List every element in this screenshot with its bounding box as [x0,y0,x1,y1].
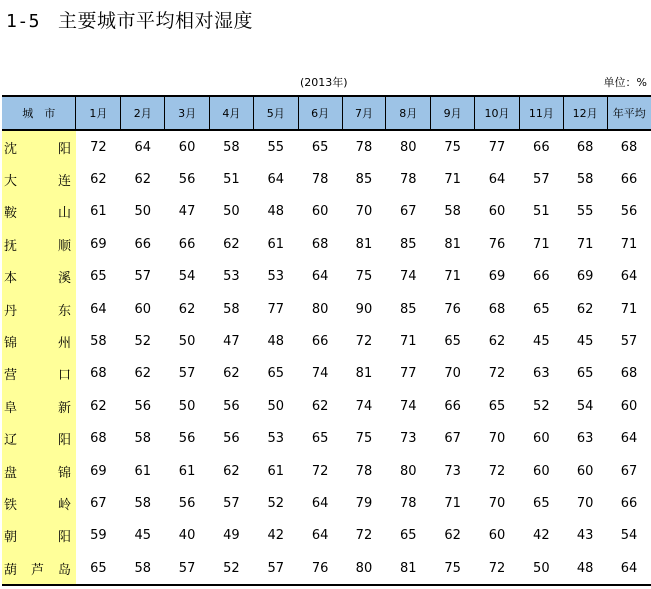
humidity-value: 81 [355,236,373,252]
humidity-value: 58 [223,301,240,317]
humidity-value: 76 [298,552,342,585]
humidity-value: 54 [178,269,196,285]
humidity-value: 69 [488,269,506,285]
humidity-value: 73 [444,463,461,479]
humidity-value: 69 [576,269,594,285]
year-note: (2013年) [300,76,348,89]
humidity-value: 70 [576,495,594,511]
humidity-value: 62 [311,398,329,414]
humidity-value: 77 [400,366,417,382]
humidity-value: 78 [355,139,373,155]
humidity-value: 70 [444,366,461,382]
humidity-value: 43 [576,528,594,544]
humidity-value: 53 [223,269,240,285]
table-row [2,358,651,390]
humidity-value: 64 [620,431,638,447]
humidity-value: 66 [134,236,151,252]
humidity-value: 45 [576,334,594,350]
humidity-value: 54 [576,398,594,414]
humidity-value: 75 [355,431,373,447]
humidity-value: 66 [620,495,638,511]
humidity-value: 62 [134,366,151,382]
humidity-value: 57 [253,552,298,585]
humidity-value: 74 [355,398,373,414]
city-name: 锦 州 [2,325,76,357]
humidity-value: 78 [355,463,373,479]
humidity-value: 80 [311,301,329,317]
humidity-value: 81 [386,552,431,585]
city-name: 盘 锦 [2,455,76,487]
humidity-value: 57 [165,552,210,585]
humidity-value: 56 [223,398,240,414]
humidity-value: 74 [311,366,329,382]
humidity-value: 71 [444,495,461,511]
humidity-value: 58 [121,552,165,585]
humidity-value: 81 [355,366,373,382]
humidity-value: 68 [620,366,638,382]
humidity-table [2,95,651,586]
humidity-value: 62 [134,172,151,188]
humidity-value: 85 [400,236,417,252]
humidity-value: 72 [475,552,520,585]
humidity-value: 62 [223,463,240,479]
humidity-value: 58 [444,204,461,220]
humidity-value: 40 [178,528,196,544]
humidity-value: 48 [267,334,285,350]
humidity-value: 65 [311,139,329,155]
city-name: 铁 岭 [2,487,76,519]
humidity-value: 56 [134,398,151,414]
table-row [2,423,651,455]
humidity-value: 57 [533,172,550,188]
humidity-value: 65 [90,269,107,285]
humidity-value: 72 [488,366,506,382]
humidity-value: 42 [533,528,550,544]
humidity-value: 61 [134,463,151,479]
humidity-value: 65 [533,495,550,511]
humidity-value: 58 [576,172,594,188]
humidity-value: 74 [400,398,417,414]
humidity-value: 42 [267,528,285,544]
humidity-value: 58 [223,139,240,155]
humidity-value: 57 [620,334,638,350]
column-header: 9月 [431,96,475,130]
table-number: 1-5 [6,11,41,32]
humidity-value: 63 [576,431,594,447]
humidity-value: 60 [533,431,550,447]
humidity-value: 78 [400,172,417,188]
humidity-value: 50 [519,552,563,585]
humidity-value: 50 [178,334,196,350]
humidity-value: 56 [223,431,240,447]
humidity-value: 77 [267,301,285,317]
humidity-value: 64 [311,528,329,544]
humidity-value: 60 [533,463,550,479]
humidity-value: 64 [134,139,151,155]
humidity-value: 50 [134,204,151,220]
humidity-value: 58 [90,334,107,350]
table-row [2,520,651,552]
humidity-value: 65 [311,431,329,447]
column-header: 1月 [76,96,121,130]
humidity-value: 65 [488,398,506,414]
humidity-value: 62 [576,301,594,317]
humidity-value: 68 [576,139,594,155]
humidity-value: 52 [134,334,151,350]
humidity-value: 60 [178,139,196,155]
humidity-value: 85 [400,301,417,317]
table-row [2,228,651,260]
column-header: 5月 [253,96,298,130]
humidity-value: 53 [267,269,285,285]
column-header: 3月 [165,96,210,130]
humidity-value: 80 [400,139,417,155]
humidity-value: 72 [355,528,373,544]
humidity-value: 71 [444,172,461,188]
humidity-value: 72 [90,139,107,155]
humidity-value: 47 [223,334,240,350]
humidity-value: 56 [620,204,638,220]
humidity-value: 64 [311,269,329,285]
column-header-city: 城 市 [2,96,76,130]
humidity-value: 81 [444,236,461,252]
humidity-value: 74 [400,269,417,285]
humidity-value: 75 [431,552,475,585]
column-header: 4月 [210,96,254,130]
humidity-value: 62 [90,172,107,188]
table-row [2,455,651,487]
humidity-value: 65 [576,366,594,382]
humidity-value: 90 [355,301,373,317]
humidity-value: 57 [178,366,196,382]
humidity-value: 56 [178,431,196,447]
humidity-value: 66 [178,236,196,252]
humidity-value: 59 [90,528,107,544]
humidity-value: 67 [400,204,417,220]
humidity-value: 75 [444,139,461,155]
humidity-value: 73 [400,431,417,447]
humidity-value: 71 [533,236,550,252]
humidity-value: 53 [267,431,285,447]
humidity-value: 60 [488,204,506,220]
humidity-value: 52 [533,398,550,414]
humidity-value: 72 [355,334,373,350]
humidity-value: 71 [444,269,461,285]
humidity-value: 51 [223,172,240,188]
humidity-value: 85 [355,172,373,188]
header-row [2,96,651,130]
humidity-value: 63 [533,366,550,382]
humidity-value: 64 [267,172,285,188]
humidity-value: 45 [533,334,550,350]
humidity-value: 76 [444,301,461,317]
column-header: 10月 [475,96,520,130]
humidity-value: 60 [576,463,594,479]
table-row [2,325,651,357]
page-title [6,6,253,32]
humidity-value: 68 [311,236,329,252]
humidity-value: 64 [90,301,107,317]
humidity-value: 52 [210,552,254,585]
humidity-value: 70 [488,431,506,447]
table-row [2,390,651,422]
humidity-value: 49 [223,528,240,544]
humidity-value: 70 [488,495,506,511]
table-row [2,261,651,293]
humidity-value: 65 [267,366,285,382]
humidity-value: 66 [533,269,550,285]
humidity-value: 50 [267,398,285,414]
column-header: 6月 [298,96,342,130]
column-header: 11月 [519,96,563,130]
humidity-value: 57 [223,495,240,511]
city-name: 辽 阳 [2,423,76,455]
humidity-value: 66 [620,172,638,188]
humidity-value: 58 [134,495,151,511]
humidity-value: 62 [178,301,196,317]
humidity-value: 66 [533,139,550,155]
humidity-value: 57 [134,269,151,285]
humidity-value: 67 [620,463,638,479]
humidity-value: 50 [223,204,240,220]
humidity-value: 68 [90,431,107,447]
humidity-value: 68 [90,366,107,382]
humidity-value: 52 [267,495,285,511]
city-name: 抚 顺 [2,228,76,260]
humidity-value: 56 [178,172,196,188]
humidity-value: 56 [178,495,196,511]
humidity-value: 71 [620,236,638,252]
humidity-value: 47 [178,204,196,220]
humidity-value: 75 [355,269,373,285]
humidity-value: 60 [134,301,151,317]
humidity-value: 62 [90,398,107,414]
humidity-value: 61 [267,236,285,252]
humidity-value: 76 [488,236,506,252]
unit-label: 单位：% [603,76,647,89]
humidity-value: 72 [488,463,506,479]
humidity-value: 70 [355,204,373,220]
humidity-value: 69 [90,463,107,479]
table-row [2,293,651,325]
humidity-value: 48 [563,552,607,585]
humidity-value: 67 [90,495,107,511]
table-row [2,487,651,519]
humidity-value: 78 [311,172,329,188]
humidity-value: 45 [134,528,151,544]
city-name: 鞍 山 [2,196,76,228]
humidity-value: 60 [620,398,638,414]
column-header: 12月 [563,96,607,130]
humidity-value: 77 [488,139,506,155]
city-name: 阜 新 [2,390,76,422]
table-row [2,552,651,585]
table-row [2,130,651,163]
city-name: 本 溪 [2,261,76,293]
humidity-value: 60 [311,204,329,220]
humidity-value: 61 [90,204,107,220]
humidity-value: 66 [444,398,461,414]
humidity-value: 48 [267,204,285,220]
humidity-value: 64 [607,552,651,585]
city-name: 葫 芦 岛 [2,552,76,585]
humidity-value: 64 [311,495,329,511]
city-name: 营 口 [2,358,76,390]
table-title: 主要城市平均相对湿度 [58,10,254,32]
city-name: 丹 东 [2,293,76,325]
humidity-value: 62 [223,236,240,252]
humidity-value: 69 [90,236,107,252]
humidity-value: 55 [576,204,594,220]
column-header: 年平均 [607,96,651,130]
table-row [2,196,651,228]
humidity-value: 71 [620,301,638,317]
humidity-value: 72 [311,463,329,479]
humidity-value: 54 [620,528,638,544]
humidity-value: 64 [488,172,506,188]
humidity-value: 55 [267,139,285,155]
table-row [2,163,651,195]
humidity-value: 58 [134,431,151,447]
humidity-value: 50 [178,398,196,414]
humidity-value: 62 [223,366,240,382]
column-header: 8月 [386,96,431,130]
humidity-value: 51 [533,204,550,220]
humidity-value: 61 [267,463,285,479]
humidity-value: 78 [400,495,417,511]
humidity-value: 64 [620,269,638,285]
humidity-value: 65 [533,301,550,317]
humidity-value: 61 [178,463,196,479]
humidity-value: 66 [311,334,329,350]
humidity-value: 62 [488,334,506,350]
humidity-value: 65 [400,528,417,544]
humidity-value: 62 [444,528,461,544]
city-name: 大 连 [2,163,76,195]
humidity-value: 71 [400,334,417,350]
city-name: 沈 阳 [2,130,76,163]
humidity-value: 79 [355,495,373,511]
column-header: 7月 [342,96,386,130]
humidity-value: 68 [620,139,638,155]
humidity-value: 65 [444,334,461,350]
column-header: 2月 [121,96,165,130]
city-name: 朝 阳 [2,520,76,552]
humidity-value: 65 [76,552,121,585]
humidity-value: 80 [342,552,386,585]
humidity-value: 67 [444,431,461,447]
humidity-value: 60 [488,528,506,544]
humidity-value: 68 [488,301,506,317]
humidity-value: 80 [400,463,417,479]
humidity-value: 71 [576,236,594,252]
